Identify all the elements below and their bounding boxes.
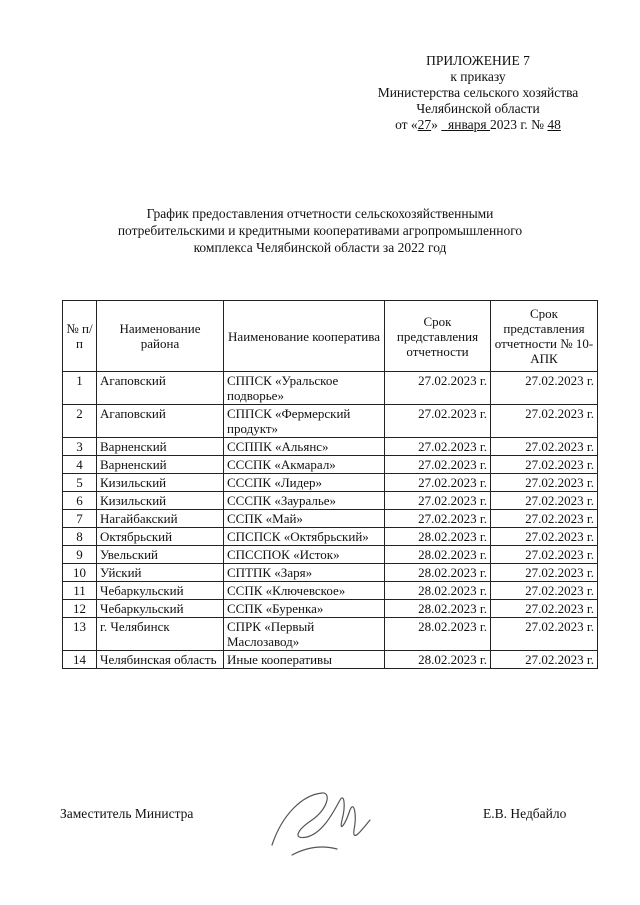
row-number: 5 <box>63 474 97 492</box>
row-deadline: 28.02.2023 г. <box>385 528 491 546</box>
table-row <box>63 438 598 456</box>
row-cooperative: СППСК «Фермерский продукт» <box>224 405 385 438</box>
row-deadline-apk: 27.02.2023 г. <box>491 651 598 669</box>
date-year: 2023 г. № <box>490 117 548 132</box>
row-deadline-apk: 27.02.2023 г. <box>491 492 598 510</box>
row-deadline: 28.02.2023 г. <box>385 564 491 582</box>
row-cooperative: ССПК «Ключевское» <box>224 582 385 600</box>
row-district: Уйский <box>97 564 224 582</box>
row-deadline: 28.02.2023 г. <box>385 618 491 651</box>
title-line-1: График предоставления отчетности сельскохозяйственными <box>146 206 494 221</box>
row-district: Агаповский <box>97 405 224 438</box>
row-deadline: 27.02.2023 г. <box>385 372 491 405</box>
date-day: 27 <box>417 117 432 132</box>
row-deadline: 28.02.2023 г. <box>385 651 491 669</box>
row-cooperative: ССПК «Буренка» <box>224 600 385 618</box>
row-number: 1 <box>63 372 97 405</box>
signer-title: Заместитель Министра <box>60 806 194 821</box>
order-number: 48 <box>547 117 561 132</box>
date-prefix: от « <box>395 117 418 132</box>
table-body <box>63 372 598 669</box>
row-number: 7 <box>63 510 97 528</box>
row-district: Челябинская область <box>97 651 224 669</box>
row-deadline: 27.02.2023 г. <box>385 510 491 528</box>
appendix-date-line <box>362 117 594 133</box>
table-row <box>63 582 598 600</box>
table-row <box>63 492 598 510</box>
row-number: 6 <box>63 492 97 510</box>
row-deadline-apk: 27.02.2023 г. <box>491 405 598 438</box>
row-number: 12 <box>63 600 97 618</box>
row-deadline: 28.02.2023 г. <box>385 600 491 618</box>
title-line-3: комплекса Челябинской области за 2022 год <box>193 240 447 255</box>
table-header-row <box>63 301 598 372</box>
row-deadline-apk: 27.02.2023 г. <box>491 546 598 564</box>
table-row <box>63 618 598 651</box>
row-cooperative: СССПК «Акмарал» <box>224 456 385 474</box>
header-number: № п/п <box>63 301 97 372</box>
date-mid: » <box>431 117 442 132</box>
row-district: Варненский <box>97 438 224 456</box>
document-title <box>80 205 560 256</box>
table-row <box>63 405 598 438</box>
row-deadline: 27.02.2023 г. <box>385 405 491 438</box>
row-deadline-apk: 27.02.2023 г. <box>491 528 598 546</box>
row-number: 3 <box>63 438 97 456</box>
row-number: 11 <box>63 582 97 600</box>
row-cooperative: СПТПК «Заря» <box>224 564 385 582</box>
row-cooperative: СПСПСК «Октябрьский» <box>224 528 385 546</box>
table-row <box>63 456 598 474</box>
row-district: Чебаркульский <box>97 600 224 618</box>
header-district: Наименование района <box>97 301 224 372</box>
appendix-header <box>362 53 594 133</box>
row-cooperative: Иные кооперативы <box>224 651 385 669</box>
appendix-region: Челябинской области <box>416 101 540 116</box>
row-number: 14 <box>63 651 97 669</box>
table-row <box>63 651 598 669</box>
row-deadline-apk: 27.02.2023 г. <box>491 582 598 600</box>
row-cooperative: СССПК «Лидер» <box>224 474 385 492</box>
row-deadline: 27.02.2023 г. <box>385 438 491 456</box>
header-deadline: Срок представления отчетности <box>385 301 491 372</box>
row-district: Кизильский <box>97 492 224 510</box>
row-district: Увельский <box>97 546 224 564</box>
row-deadline-apk: 27.02.2023 г. <box>491 456 598 474</box>
row-deadline-apk: 27.02.2023 г. <box>491 564 598 582</box>
date-month: января <box>441 117 491 132</box>
row-district: Чебаркульский <box>97 582 224 600</box>
table-row <box>63 474 598 492</box>
row-number: 2 <box>63 405 97 438</box>
table-row <box>63 564 598 582</box>
table-row <box>63 372 598 405</box>
header-cooperative: Наименование кооператива <box>224 301 385 372</box>
appendix-number: ПРИЛОЖЕНИЕ 7 <box>426 53 530 68</box>
row-number: 9 <box>63 546 97 564</box>
row-cooperative: СПРК «Первый Маслозавод» <box>224 618 385 651</box>
title-line-2: потребительскими и кредитными кооперативами агропромышленного <box>117 223 523 238</box>
row-deadline: 27.02.2023 г. <box>385 456 491 474</box>
row-number: 4 <box>63 456 97 474</box>
row-cooperative: СССПК «Зауралье» <box>224 492 385 510</box>
row-deadline: 28.02.2023 г. <box>385 582 491 600</box>
row-number: 13 <box>63 618 97 651</box>
row-deadline-apk: 27.02.2023 г. <box>491 618 598 651</box>
row-district: Варненский <box>97 456 224 474</box>
row-deadline: 27.02.2023 г. <box>385 474 491 492</box>
signer-name: Е.В. Недбайло <box>483 806 567 821</box>
row-cooperative: ССПК «Май» <box>224 510 385 528</box>
appendix-order-ref: к приказу <box>450 69 506 84</box>
row-district: Кизильский <box>97 474 224 492</box>
row-district: Агаповский <box>97 372 224 405</box>
handwritten-signature <box>262 775 382 865</box>
row-district: Нагайбакский <box>97 510 224 528</box>
reporting-schedule-table <box>62 300 598 669</box>
row-deadline-apk: 27.02.2023 г. <box>491 510 598 528</box>
row-deadline-apk: 27.02.2023 г. <box>491 474 598 492</box>
table-row <box>63 528 598 546</box>
row-district: г. Челябинск <box>97 618 224 651</box>
row-cooperative: СПССПОК «Исток» <box>224 546 385 564</box>
row-deadline: 28.02.2023 г. <box>385 546 491 564</box>
row-district: Октябрьский <box>97 528 224 546</box>
table-row <box>63 600 598 618</box>
row-deadline-apk: 27.02.2023 г. <box>491 372 598 405</box>
appendix-ministry: Министерства сельского хозяйства <box>377 85 579 100</box>
row-deadline: 27.02.2023 г. <box>385 492 491 510</box>
row-cooperative: СППСК «Уральское подворье» <box>224 372 385 405</box>
row-deadline-apk: 27.02.2023 г. <box>491 438 598 456</box>
row-number: 10 <box>63 564 97 582</box>
row-number: 8 <box>63 528 97 546</box>
header-deadline-apk: Срок представления отчетности № 10-АПК <box>491 301 598 372</box>
row-cooperative: ССППК «Альянс» <box>224 438 385 456</box>
table-row <box>63 546 598 564</box>
row-deadline-apk: 27.02.2023 г. <box>491 600 598 618</box>
table-row <box>63 510 598 528</box>
